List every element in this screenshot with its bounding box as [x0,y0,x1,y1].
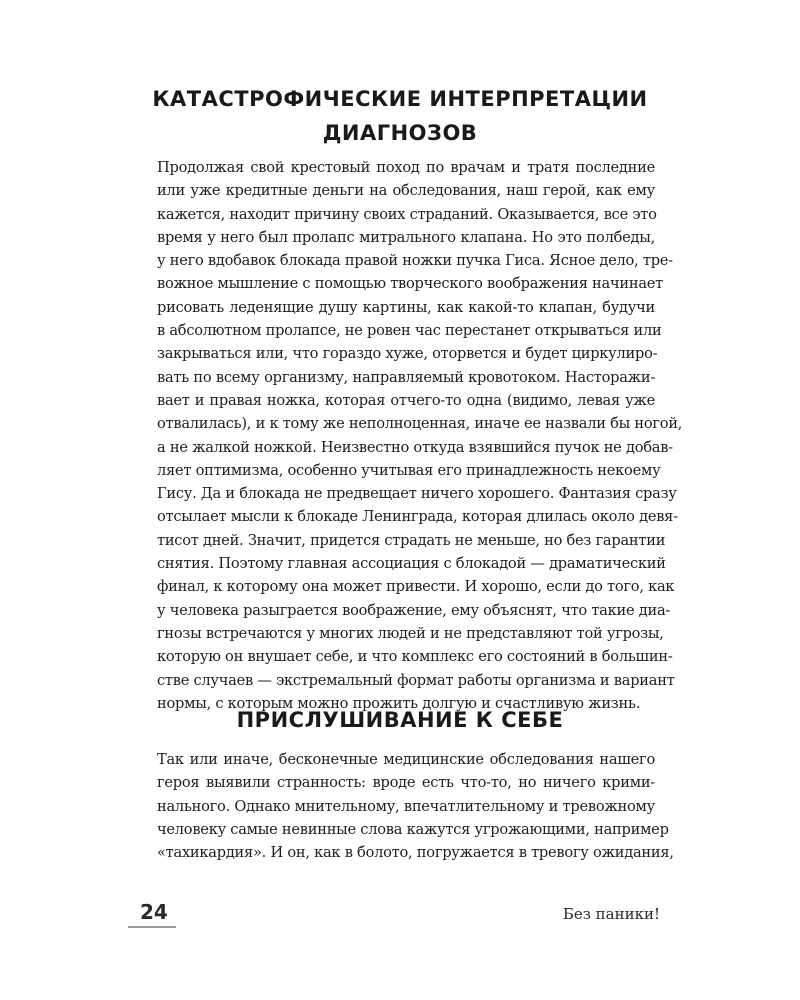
text-line: или уже кредитные деньги на обследования, наш герой, как ему [157,182,655,200]
text-line: вает и правая ножка, которая отчего-то одна (видимо, левая уже [157,391,655,409]
text-line: Продолжая свой крестовый поход по врачам и тратя последние [157,159,655,176]
section-title-listening-to-self: ПРИСЛУШИВАНИЕ К СЕБЕ [236,708,564,732]
title-line: ДИАГНОЗОВ [322,121,478,145]
text-line: нального. Однако мнительному, впечатлительному и тревожному [157,797,655,815]
text-line: время у него был пролапс митрального клапана. Но это полбеды, [157,228,655,246]
text-line: вать по всему организму, направляемый кровотоком. Насторажи- [157,368,655,386]
text-line: человеку самые невинные слова кажутся угрожающими, например [157,820,669,838]
text-line: тисот дней. Значит, придется страдать не меньше, но без гарантии [157,531,666,549]
page-number-rule [128,926,176,928]
text-line: вожное мышление с помощью творческого воображения начинает [157,275,663,293]
title-line: КАТАСТРОФИЧЕСКИЕ ИНТЕРПРЕТАЦИИ [152,87,648,111]
text-line: рисовать леденящие душу картины, как какой-то клапан, будучи [157,298,655,316]
text-line: а не жалкой ножкой. Неизвестно откуда взявшийся пучок не добав- [157,438,673,456]
text-line: в абсолютном пролапсе, не ровен час перестанет открываться или [157,322,662,340]
text-line: которую он внушает себе, и что комплекс его состояний в большин- [157,648,673,666]
text-line: финал, к которому она может привести. И хорошо, если до того, как [157,578,675,596]
text-line: закрываться или, что гораздо хуже, оторвется и будет циркулиро- [157,345,658,363]
text-line: Гису. Да и блокада не предвещает ничего хорошего. Фантазия сразу [157,485,677,503]
text-line: у него вдобавок блокада правой ножки пучка Гиса. Ясное дело, тре- [157,252,673,270]
text-line: ляет оптимизма, особенно учитывая его принадлежность некоему [157,461,661,479]
text-line: Так или иначе, бесконечные медицинские обследования нашего [157,751,655,768]
text-line: отсылает мысли к блокаде Ленинграда, которая длилась около девя- [157,508,678,526]
text-line: стве случаев — экстремальный формат работы организма и вариант [157,671,675,689]
paragraph-1 [157,156,683,715]
text-line: нормы, с которым можно прожить долгую и счастливую жизнь. [157,694,641,712]
running-title: Без паники! [562,905,660,923]
text-line: героя выявили странность: вроде есть что-то, но ничего крими- [157,774,655,792]
text-line: кажется, находит причину своих страданий. Оказывается, все это [157,205,657,223]
text-line: у человека разыграется воображение, ему объяснят, что такие диа- [157,601,671,619]
text-line: «тахикардия». И он, как в болото, погружается в тревогу ожидания, [157,844,674,862]
text-line: гнозы встречаются у многих людей и не представляют той угрозы, [157,624,664,642]
text-line: отвалилась), и к тому же неполноценная, иначе ее назвали бы ногой, [157,415,683,433]
text-line: снятия. Поэтому главная ассоциация с блокадой — драматический [157,555,666,573]
section-title-catastrophic-interpretations [140,82,660,150]
page-number: 24 [140,900,168,924]
paragraph-2 [157,748,674,864]
